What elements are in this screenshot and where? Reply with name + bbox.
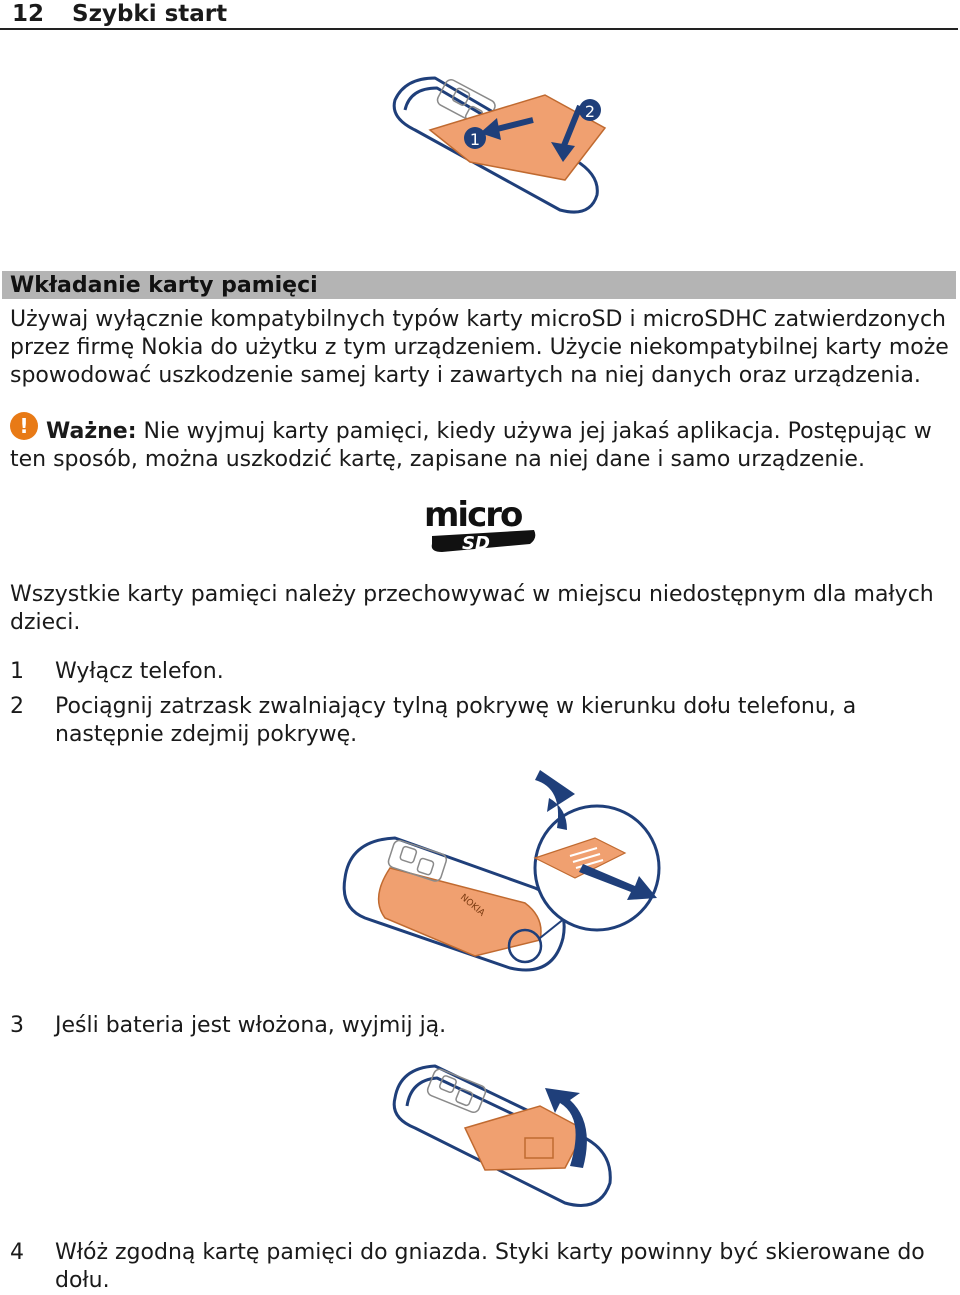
- children-note: Wszystkie karty pamięci należy przechowywać w miejscu niedostępnym dla małych dzieci.: [10, 582, 934, 635]
- intro-paragraph: Używaj wyłącznie kompatybilnych typów karty microSD i microSDHC zatwierdzonych przez firmę Nokia do użytku z tym urządzeniem. Użycie niekompatybilnej karty może spowodować uszkodzenie samej karty i zawartych na niej danych oraz urządzenia.: [10, 307, 949, 388]
- callout-1: [464, 127, 486, 149]
- step-4-number: 4: [10, 1240, 24, 1265]
- warning-icon: !: [10, 412, 38, 440]
- latch-zoom-circle: [535, 806, 659, 930]
- step-4-text: Włóż zgodną kartę pamięci do gniazda. Styki karty powinny być skierowane do dołu.: [55, 1240, 925, 1293]
- back-cover-removal-illustration: [335, 768, 665, 983]
- microsd-logo: [422, 496, 540, 554]
- important-note: [10, 418, 950, 474]
- important-label: Ważne:: [46, 419, 137, 444]
- step-2-number: 2: [10, 694, 24, 719]
- section-heading-bar: [2, 271, 956, 299]
- step-1-number: 1: [10, 659, 24, 684]
- svg-text:SD: SD: [462, 533, 490, 554]
- step-3-number: 3: [10, 1013, 24, 1038]
- page-header: [0, 0, 958, 30]
- svg-text:NOKIA: NOKIA: [458, 892, 487, 919]
- step-2-text: Pociągnij zatrzask zwalniający tylną pokrywę w kierunku dołu telefonu, a następnie zdejmij pokrywę.: [55, 694, 857, 747]
- svg-text:1: 1: [469, 130, 481, 149]
- step-1-text: Wyłącz telefon.: [55, 659, 224, 684]
- page-number: 12: [12, 1, 45, 27]
- svg-text:micro: micro: [424, 496, 522, 535]
- svg-text:2: 2: [584, 102, 596, 121]
- callout-2: [579, 99, 601, 121]
- sim-insert-illustration: [385, 70, 615, 220]
- step-3-text: Jeśli bateria jest włożona, wyjmij ją.: [55, 1013, 447, 1038]
- important-text: Nie wyjmuj karty pamięci, kiedy używa jej jakaś aplikacja. Postępując w ten sposób, można uszkodzić kartę, zapisane na niej dane i samo urządzenie.: [10, 419, 932, 472]
- battery-removal-illustration: [385, 1058, 620, 1213]
- section-title: Wkładanie karty pamięci: [10, 273, 318, 298]
- header-section-title: Szybki start: [72, 1, 228, 27]
